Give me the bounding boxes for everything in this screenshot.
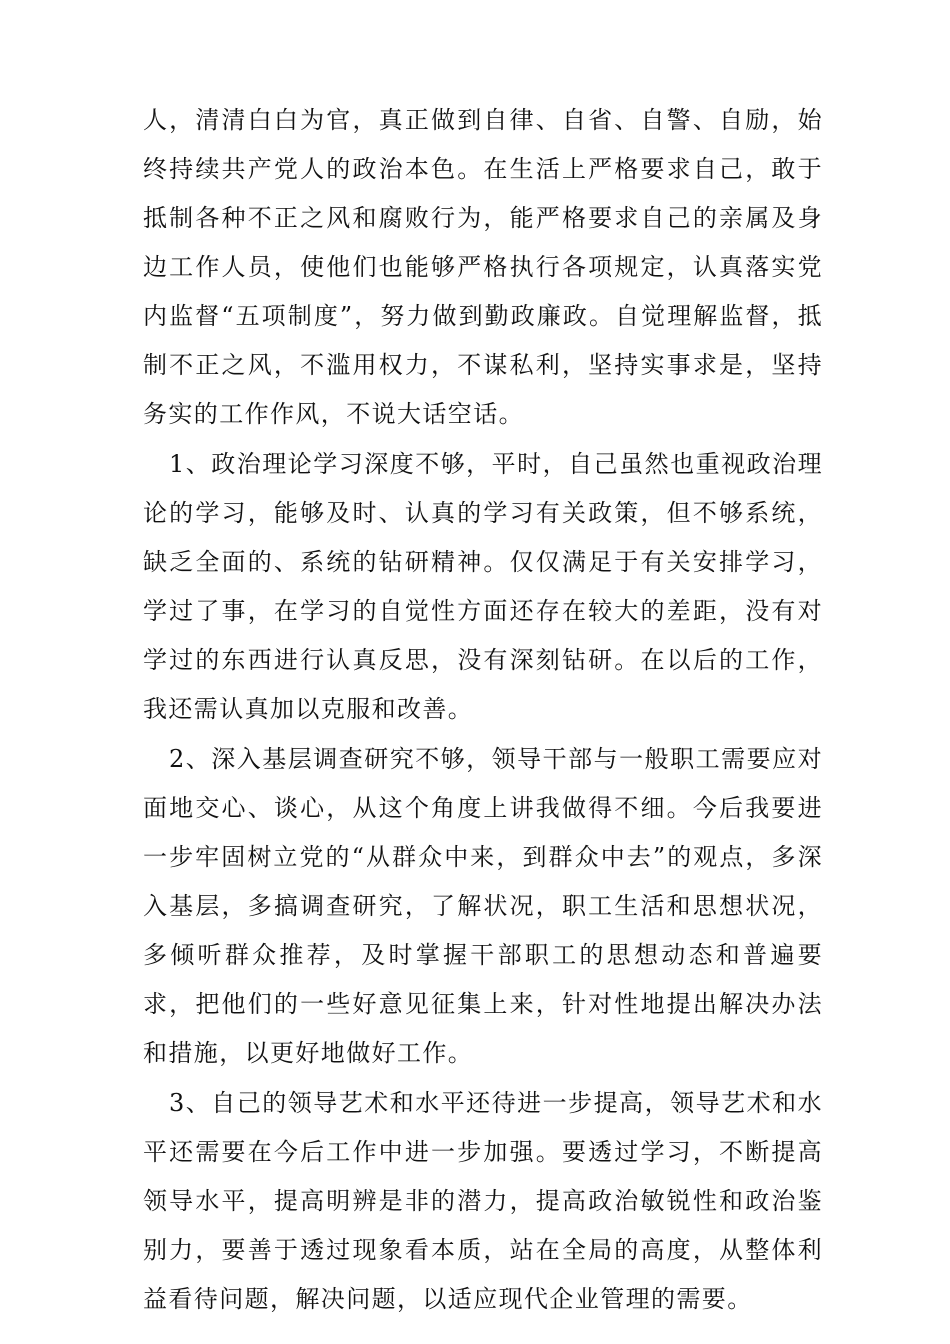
document-body xyxy=(143,96,823,1324)
paragraph-item-3: 3、自己的领导艺术和水平还待进一步提高，领导艺术和水平还需要在今后工作中进一步加强。要透过学习，不断提高领导水平，提高明辨是非的潜力，提高政治敏锐性和政治鉴别力，要善于透过现象看本质，站在全局的高度，从整体利益看待问题，解决问题，以适应现代企业管理的需要。 xyxy=(143,1089,823,1313)
paragraph-continuation: 人，清清白白为官，真正做到自律、自省、自警、自励，始终持续共产党人的政治本色。在生活上严格要求自己，敢于抵制各种不正之风和腐败行为，能严格要求自己的亲属及身边工作人员，使他们也能够严格执行各项规定，认真落实党内监督“五项制度”，努力做到勤政廉政。自觉理解监督，抵制不正之风，不滥用权力，不谋私利，坚持实事求是，坚持务实的工作作风，不说大话空话。 xyxy=(143,106,823,428)
paragraph-item-2: 2、深入基层调查研究不够，领导干部与一般职工需要应对面地交心、谈心，从这个角度上讲我做得不细。今后我要进一步牢固树立党的“从群众中来，到群众中去”的观点，多深入基层，多搞调查研究，了解状况，职工生活和思想状况，多倾听群众推荐，及时掌握干部职工的思想动态和普遍要求，把他们的一些好意见征集上来，针对性地提出解决办法和措施，以更好地做好工作。 xyxy=(143,745,823,1067)
paragraph-item-1: 1、政治理论学习深度不够，平时，自己虽然也重视政治理论的学习，能够及时、认真的学习有关政策，但不够系统，缺乏全面的、系统的钻研精神。仅仅满足于有关安排学习，学过了事，在学习的自觉性方面还存在较大的差距，没有对学过的东西进行认真反思，没有深刻钻研。在以后的工作，我还需认真加以克服和改善。 xyxy=(143,450,823,723)
